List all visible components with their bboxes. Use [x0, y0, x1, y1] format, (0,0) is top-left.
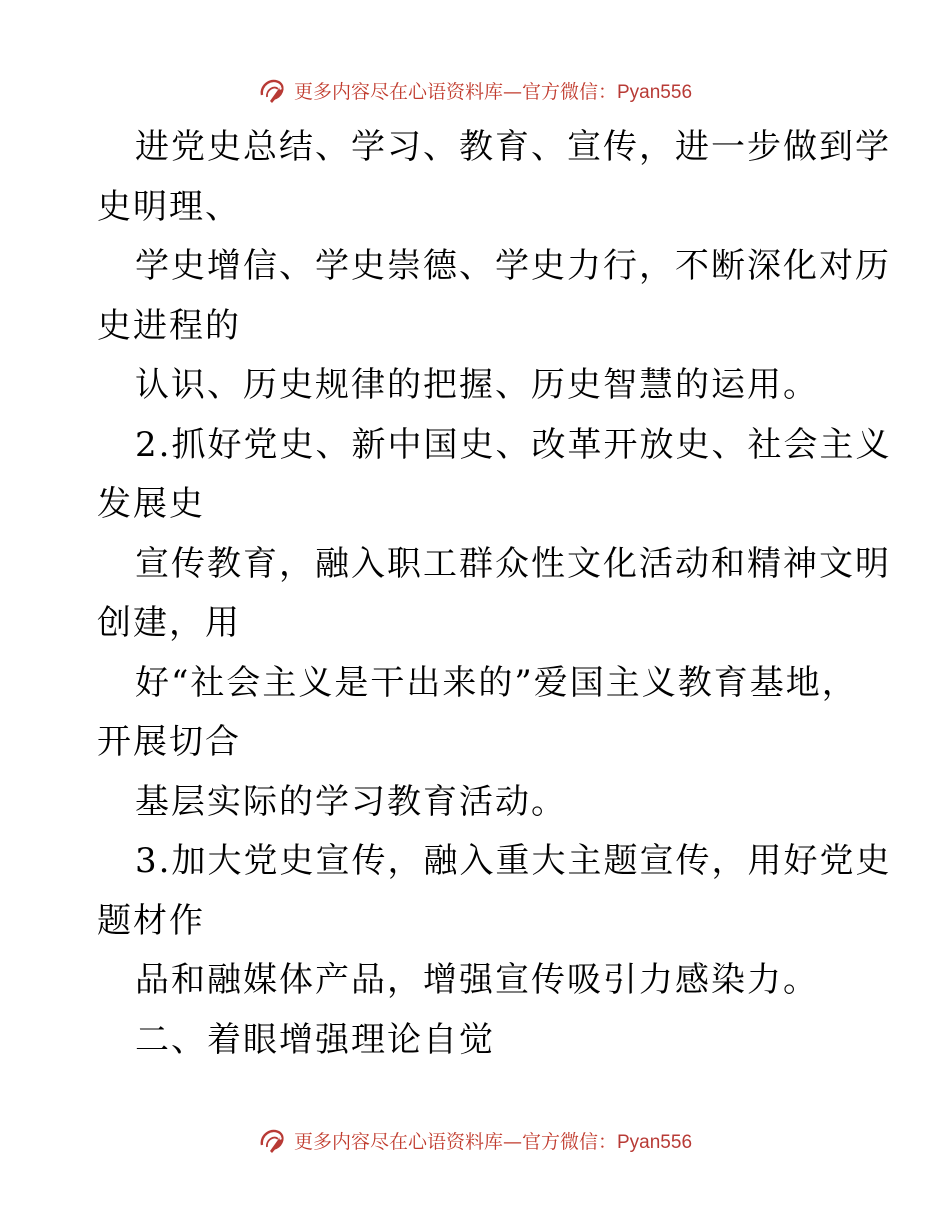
body-line: 学史增信、学史崇德、学史力行，不断深化对历: [135, 246, 891, 286]
document-body: [97, 118, 892, 1070]
pen-nib-swirl-icon: [258, 1125, 288, 1155]
banner-wechat-id: Pyan556: [617, 1131, 693, 1153]
banner-wechat-id: Pyan556: [617, 81, 693, 103]
header-banner: [0, 70, 950, 110]
body-line: 进党史总结、学习、教育、宣传，进一步做到学: [135, 127, 891, 167]
body-line: 开展切合: [97, 722, 241, 762]
body-line: 史明理、: [97, 186, 241, 227]
banner-text: [294, 1127, 692, 1154]
body-line: 基层实际的学习教育活动。: [135, 781, 567, 822]
body-line: 认识、历史规律的把握、历史智慧的运用。: [135, 365, 819, 405]
body-line: 发展史: [97, 484, 205, 524]
body-line: 品和融媒体产品，增强宣传吸引力感染力。: [135, 960, 819, 1000]
banner-text-cn: 更多内容尽在心语资料库—官方微信：: [293, 1130, 617, 1153]
body-line: 题材作: [97, 900, 205, 941]
body-line: 2.抓好党史、新中国史、改革开放史、社会主义: [135, 424, 892, 465]
body-line: 好“社会主义是干出来的”爱国主义教育基地，: [135, 662, 858, 703]
body-line: 二、着眼增强理论自觉: [135, 1019, 495, 1060]
body-line: 3.加大党史宣传，融入重大主题宣传，用好党史: [135, 841, 892, 881]
banner-text-cn: 更多内容尽在心语资料库—官方微信：: [293, 80, 617, 103]
banner-text: [294, 77, 692, 104]
body-line: 宣传教育，融入职工群众性文化活动和精神文明: [135, 543, 891, 584]
body-line: 创建，用: [97, 603, 241, 643]
pen-nib-swirl-icon: [258, 75, 288, 105]
footer-banner: [0, 1120, 950, 1160]
body-line: 史进程的: [97, 305, 241, 346]
